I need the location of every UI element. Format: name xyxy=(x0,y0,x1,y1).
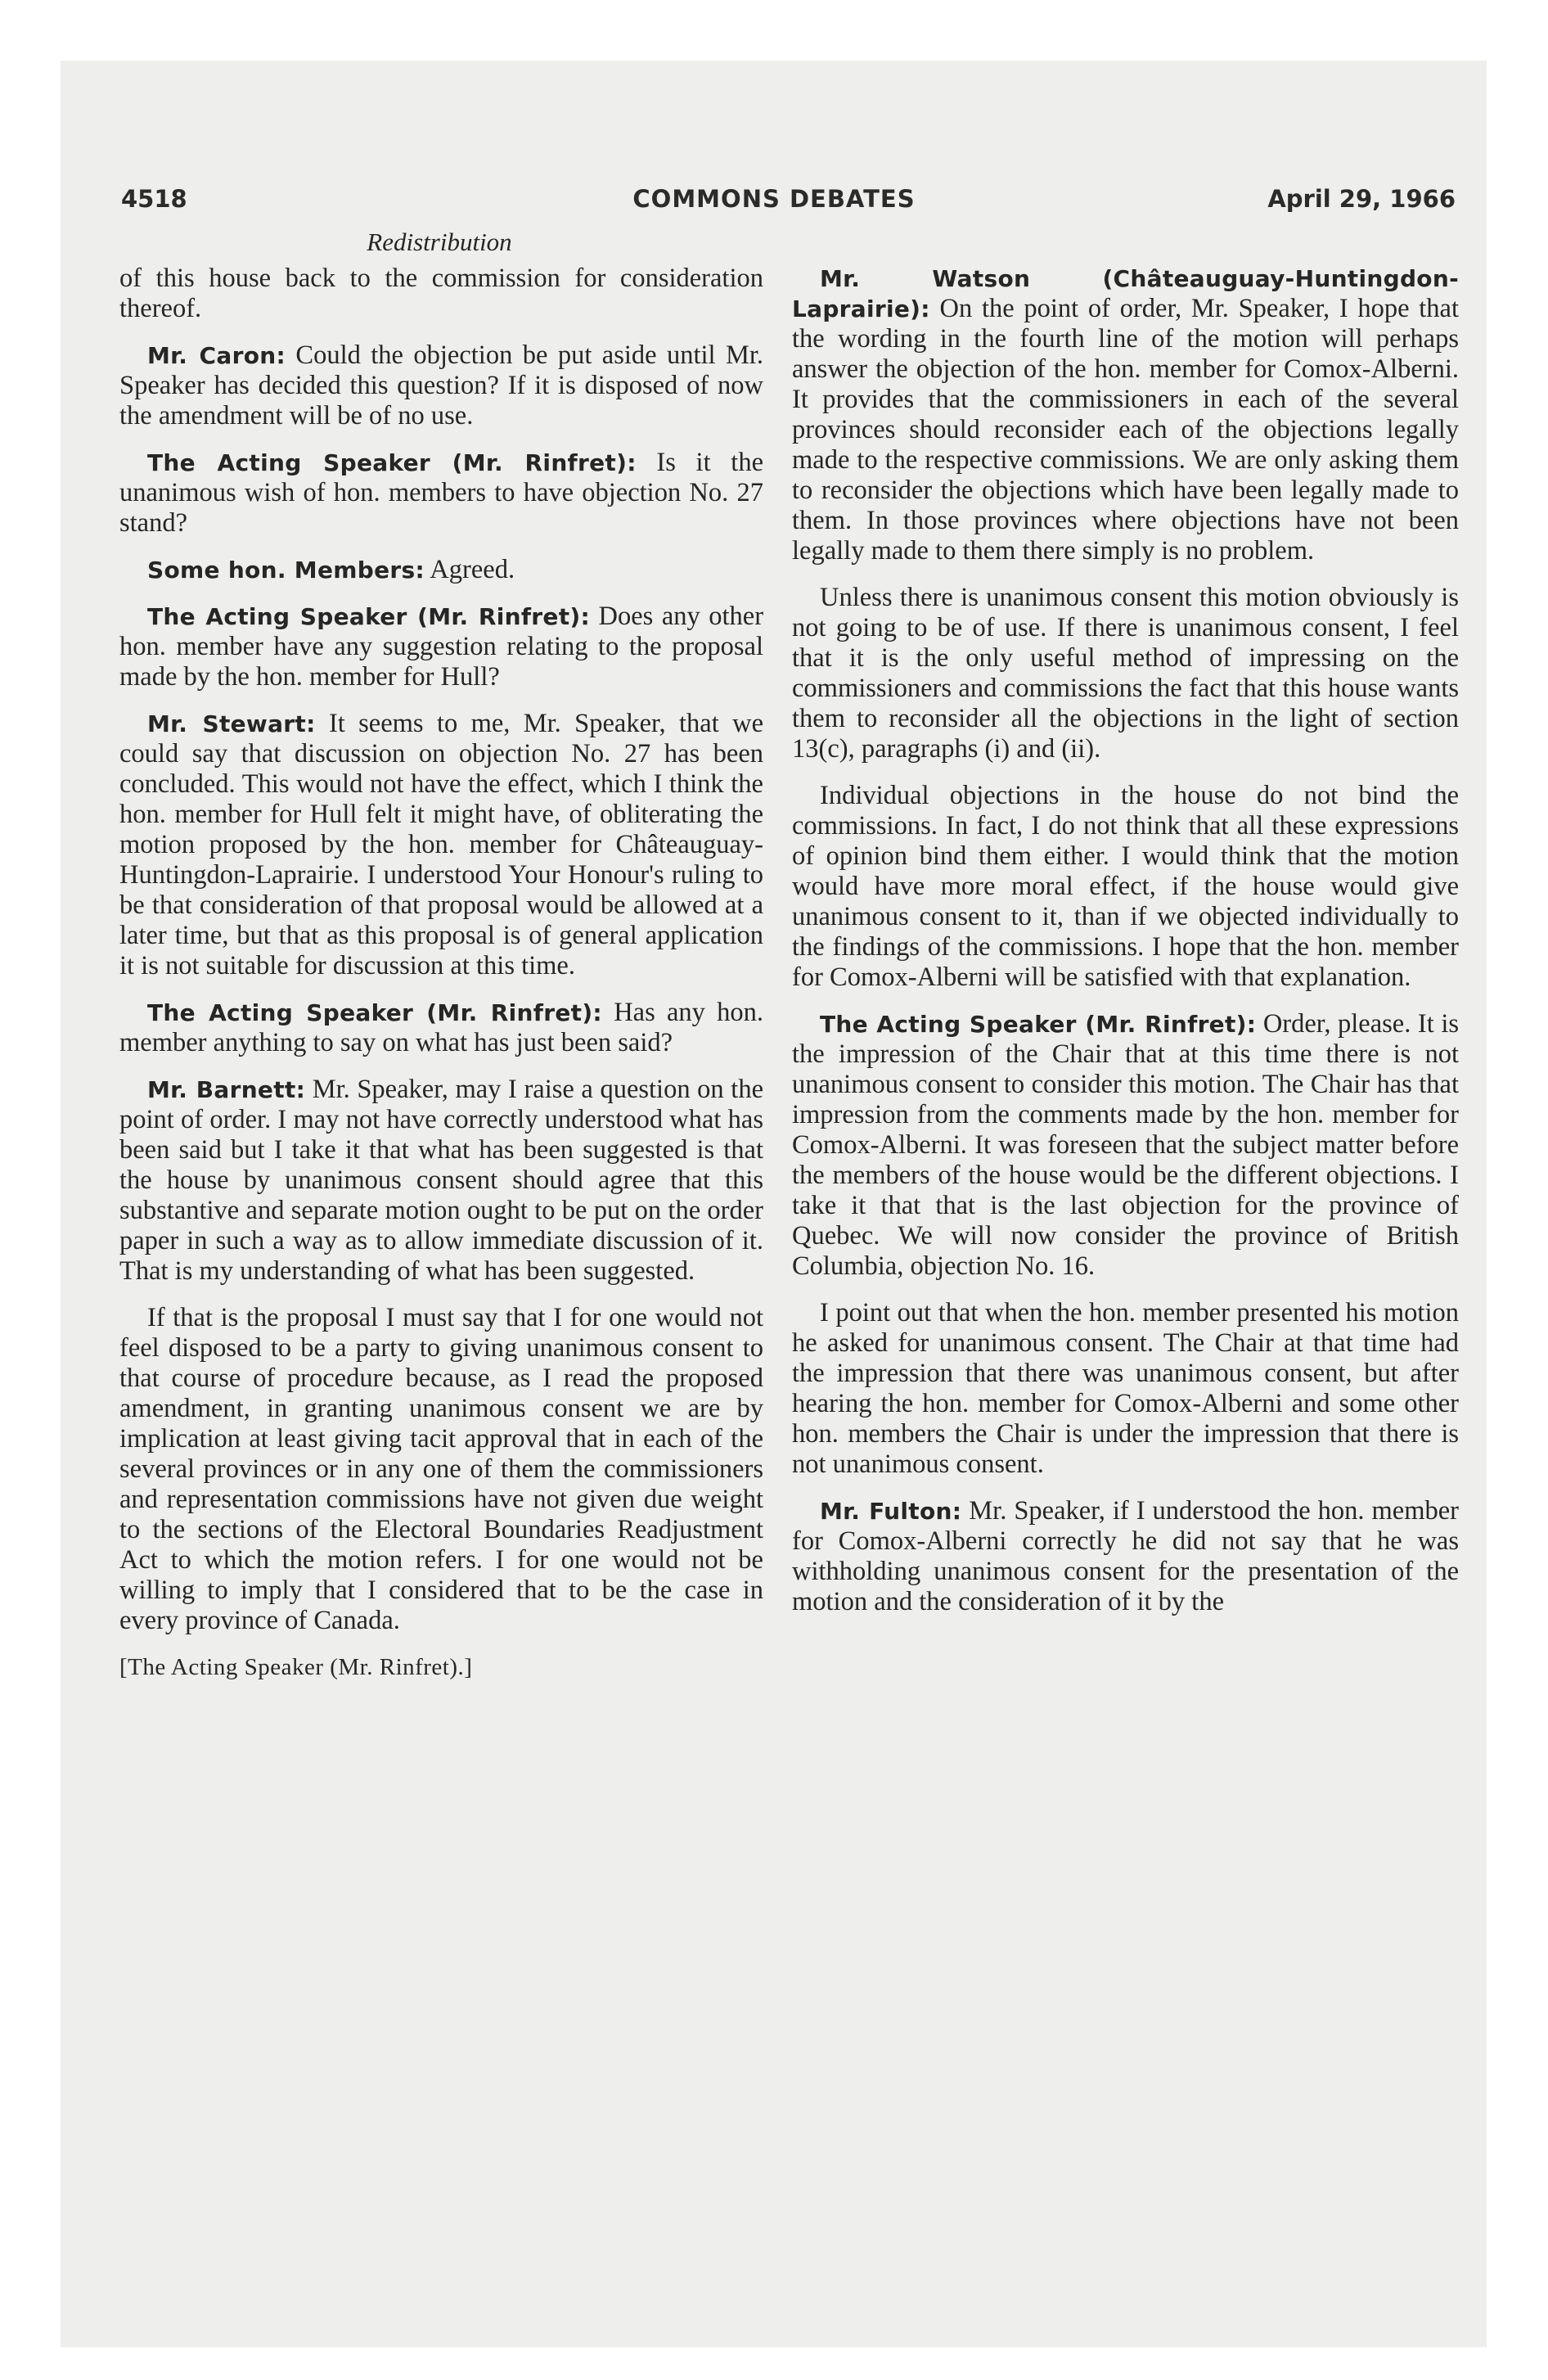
paragraph xyxy=(119,1303,763,1636)
paragraph xyxy=(119,998,763,1058)
paragraph xyxy=(119,1075,763,1287)
paragraph xyxy=(119,555,763,585)
paragraph xyxy=(792,264,1459,566)
paragraph-text: of this house back to the commission for consideration thereof. xyxy=(119,264,763,323)
paragraph-text: Mr. Speaker, may I raise a question on the point of order. I may not have correctly understood what has been said but I take it that what has been suggested is that the house by unanimous consent should agree that this substantive and separate motion ought to be put on the order paper in such a way as to allow immediate discussion of it. That is my understanding of what has been suggested. xyxy=(119,1075,763,1286)
speaker-name: Mr. Caron: xyxy=(147,342,286,369)
paragraph-text: On the point of order, Mr. Speaker, I hope that the wording in the fourth line of the motion will perhaps answer the objection of the hon. member for Comox-Alberni. It provides that the commissioners in each of the several provinces should reconsider each of the objections legally made to the respective commissions. We are only asking them to reconsider the objections which have been legally made to them. In those provinces where objections have not been legally made to them there simply is no problem. xyxy=(792,294,1460,566)
paragraph xyxy=(792,1496,1459,1617)
subject-heading: Redistribution xyxy=(367,228,512,256)
speaker-name: The Acting Speaker (Mr. Rinfret): xyxy=(147,999,602,1026)
speaker-name: The Acting Speaker (Mr. Rinfret): xyxy=(147,603,590,630)
paragraph-text: Individual objections in the house do not bind the commissions. In fact, I do not think that all these expressions of opinion bind them either. I would think that the motion would have more moral effect, if the house would give unanimous consent to it, than if we objected individually to the findings of the commissions. I hope that the hon. member for Comox-Alberni will be satisfied with that explanation. xyxy=(792,781,1459,992)
paragraph-text: Agreed. xyxy=(430,555,515,584)
speaker-name: Mr. Fulton: xyxy=(820,1498,962,1525)
paragraph xyxy=(119,340,763,431)
paragraph xyxy=(119,448,763,539)
paragraph xyxy=(119,264,763,324)
paragraph-text: Could the objection be put aside until Mr. Speaker has decided this question? If it is disposed of now the amendment will be of no use. xyxy=(119,340,764,430)
speaker-name: The Acting Speaker (Mr. Rinfret): xyxy=(147,449,637,476)
speaker-name: Some hon. Members: xyxy=(147,557,425,584)
journal-title: COMMONS DEBATES xyxy=(632,185,916,213)
paragraph xyxy=(792,1009,1459,1282)
paragraph-text: I point out that when the hon. member presented his motion he asked for unanimous consent. The Chair at that time had the impression that there was unanimous consent, but after hearing the hon. member for Comox-Alberni and some other hon. members the Chair is under the impression that there is not unanimous consent. xyxy=(792,1298,1459,1479)
left-column xyxy=(119,264,763,1683)
speaker-name: Mr. Stewart: xyxy=(147,710,316,737)
paragraph xyxy=(792,1298,1459,1480)
right-column xyxy=(792,264,1459,1634)
paragraph-text: Is it the unanimous wish of hon. members to have objection No. 27 stand? xyxy=(119,448,764,538)
speaker-name: Mr. Barnett: xyxy=(147,1076,306,1103)
paragraph-text: Mr. Speaker, if I understood the hon. member for Comox-Alberni correctly he did not say that he was withholding unanimous consent for the presentation of the motion and the consideration of it by the xyxy=(792,1496,1460,1616)
speaker-name: Mr. Watson (Châteauguay-Huntingdon-Laprairie): xyxy=(792,265,1459,322)
paragraph-text: It seems to me, Mr. Speaker, that we could say that discussion on objection No. 27 has been concluded. This would not have the effect, which I think the hon. member for Hull felt it might have, of obliterating the motion proposed by the hon. member for Châteauguay-Huntingdon-Laprairie. I understood Your Honour's ruling to be that consideration of that proposal would be allowed at a later time, but that as this proposal is of general application it is not suitable for discussion at this time. xyxy=(119,709,763,980)
paragraph-text: Order, please. It is the impression of the Chair that at this time there is not unanimous consent to consider this motion. The Chair has that impression from the comments made by the hon. member for Comox-Alberni. It was foreseen that the subject matter before the members of the house would be the different objections. I take it that that is the last objection for the province of Quebec. We will now consider the province of British Columbia, objection No. 16. xyxy=(792,1009,1460,1281)
paragraph xyxy=(792,583,1459,764)
paragraph-text: Has any hon. member anything to say on what has just been said? xyxy=(119,998,764,1057)
paragraph xyxy=(119,602,763,692)
running-footer-note: [The Acting Speaker (Mr. Rinfret).] xyxy=(119,1654,473,1680)
paragraph-text: Unless there is unanimous consent this motion obviously is not going to be of use. If there is unanimous consent, I feel that it is the only useful method of impressing on the commissioners and commissions the fact that this house wants them to reconsider all the objections in the light of section 13(c), paragraphs (i) and (ii). xyxy=(792,583,1459,764)
paragraph xyxy=(119,709,763,981)
page-number: 4518 xyxy=(121,185,187,213)
paragraph-text: Does any other hon. member have any suggestion relating to the proposal made by the hon. member for Hull? xyxy=(119,602,764,692)
paragraph xyxy=(792,781,1459,993)
paragraph-text: If that is the proposal I must say that I for one would not feel disposed to be a party to giving unanimous consent to that course of procedure because, as I read the proposed amendment, in granting unanimous consent we are by implication at least giving tacit approval that in each of the several provinces or in any one of them the commissioners and representation commissions have not given due weight to the sections of the Electoral Boundaries Readjustment Act to which the motion refers. I for one would not be willing to imply that I considered that to be the case in every province of Canada. xyxy=(119,1303,763,1635)
page-header xyxy=(0,185,1548,226)
speaker-name: The Acting Speaker (Mr. Rinfret): xyxy=(820,1011,1257,1038)
issue-date: April 29, 1966 xyxy=(1267,185,1456,213)
